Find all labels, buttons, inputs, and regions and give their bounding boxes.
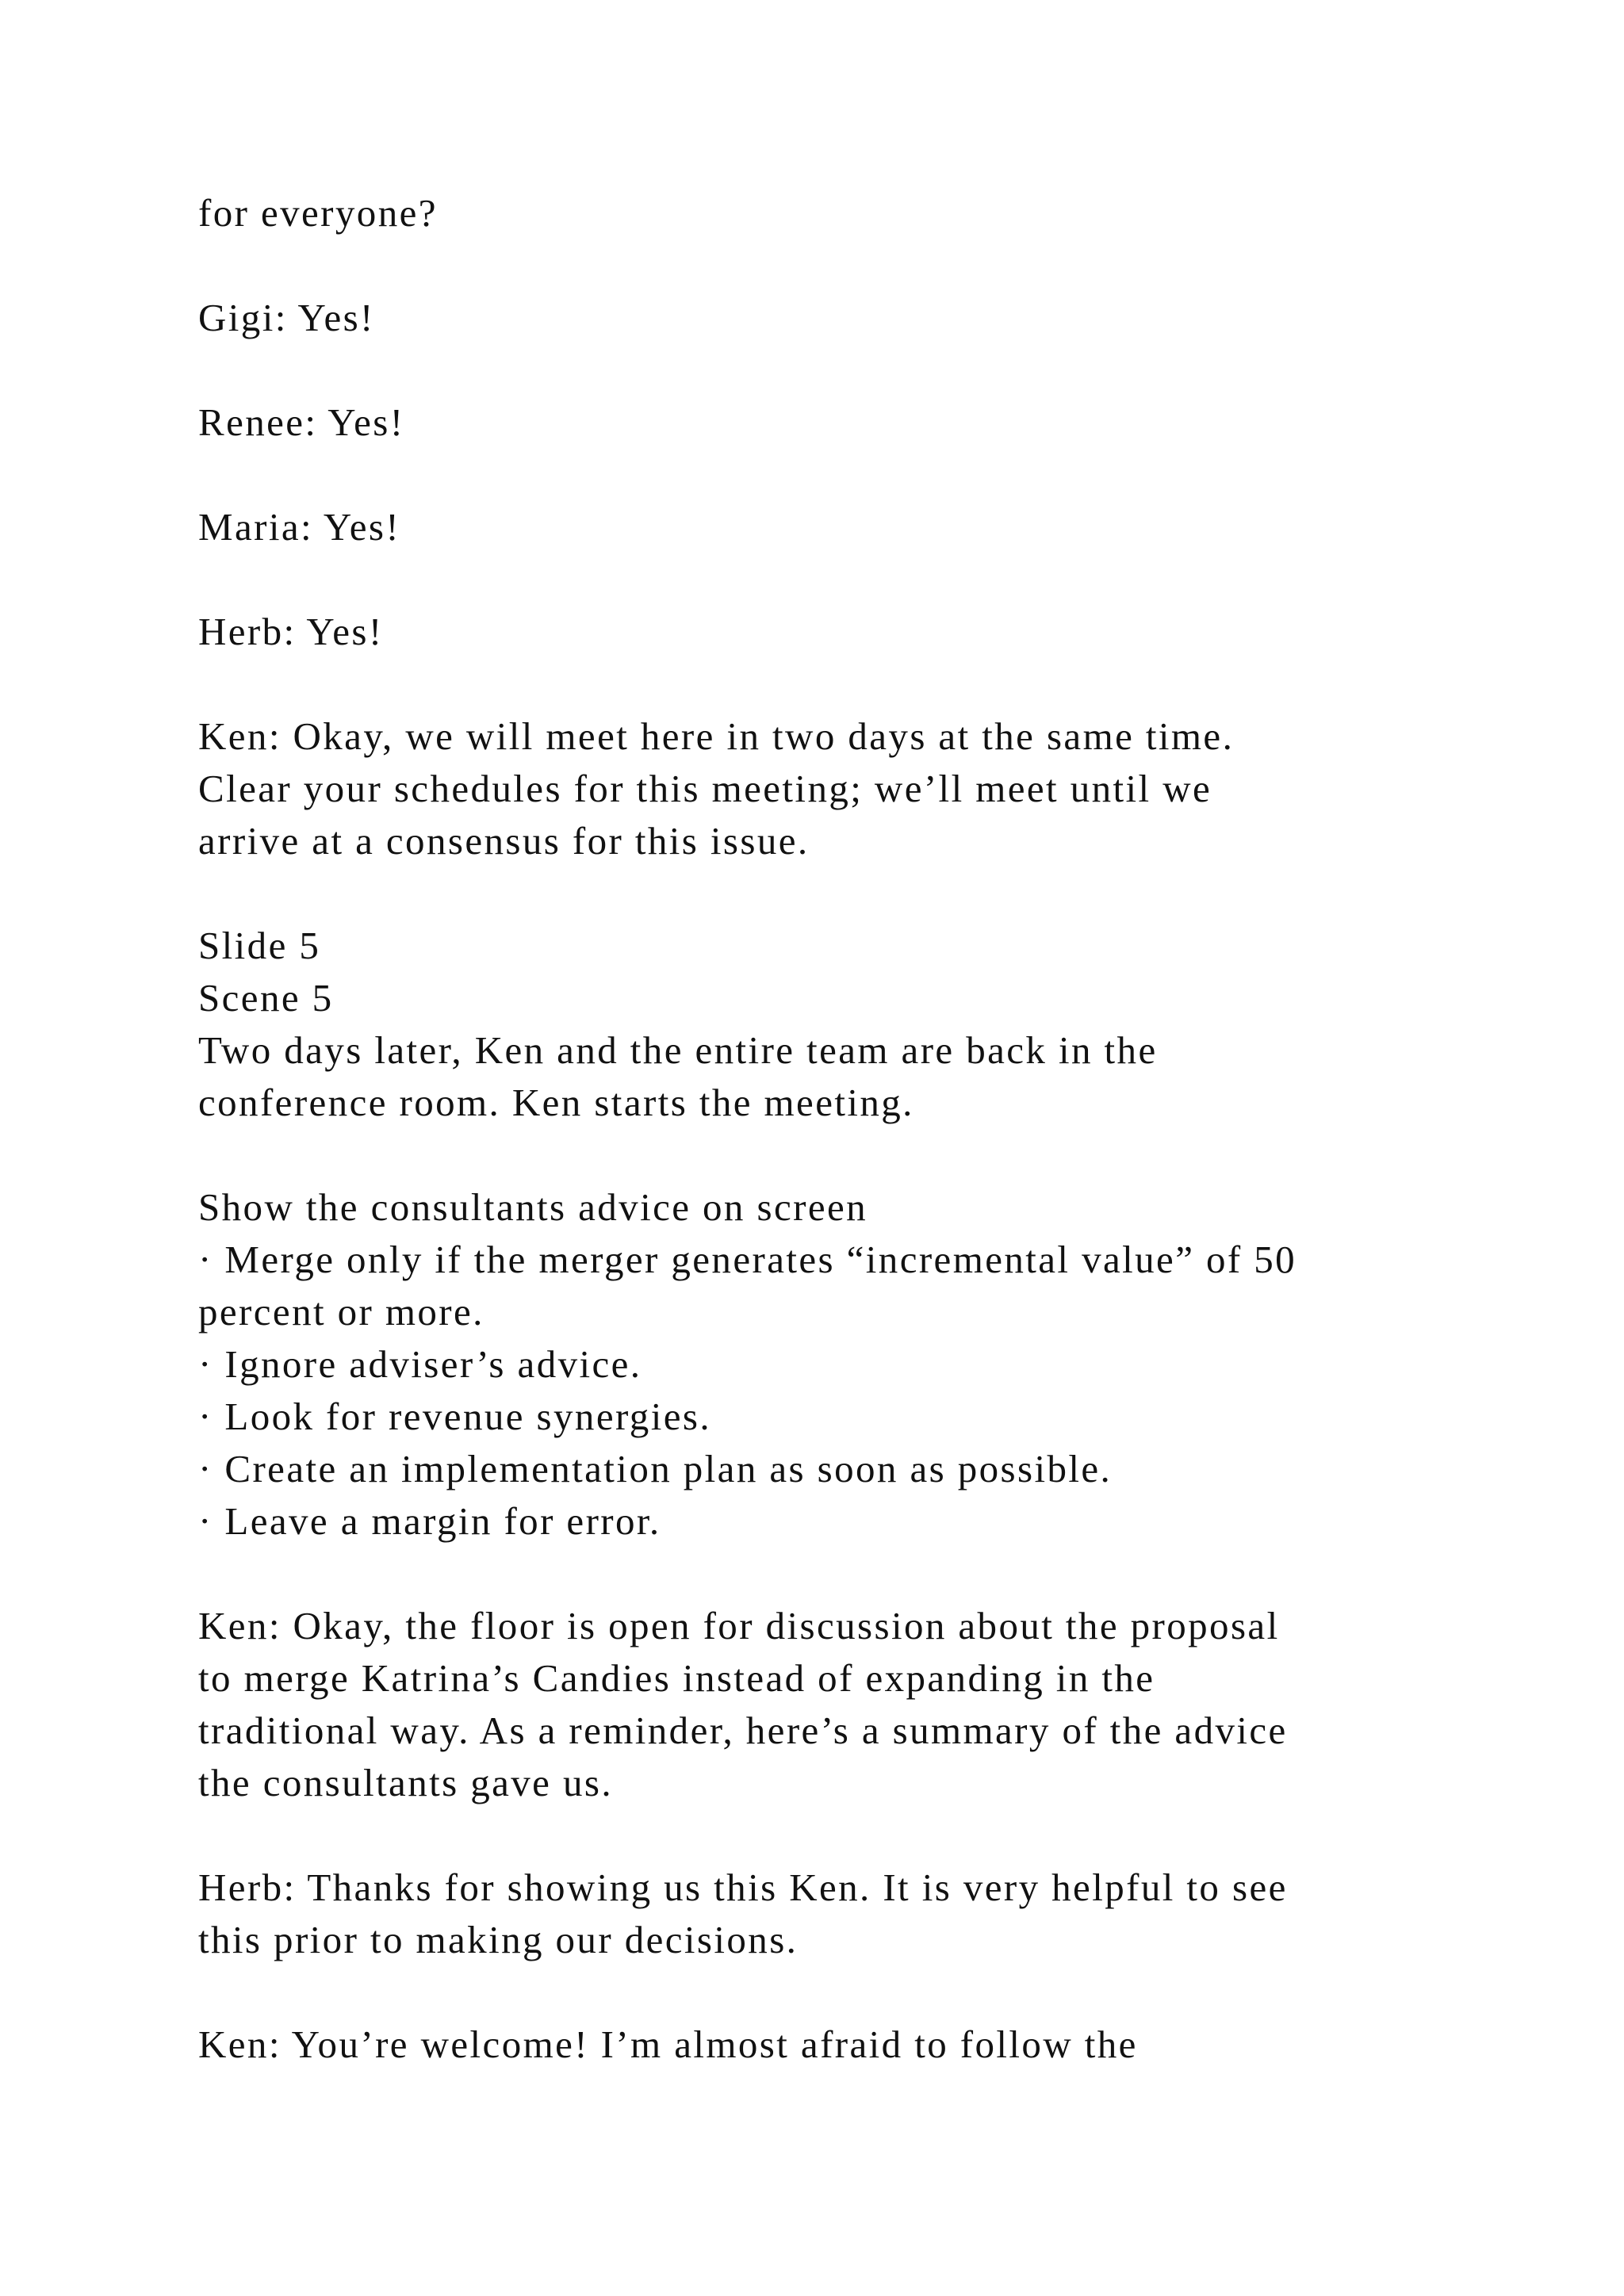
text-line: to merge Katrina’s Candies instead of expanding in the [198,1656,1155,1700]
scene-label: Scene 5 [198,976,334,1020]
paragraph-ken-welcome [198,2019,1467,2071]
list-item: · Leave a margin for error. [198,1499,661,1543]
text-line: Renee: Yes! [198,400,405,444]
text-line: Ken: You’re welcome! I’m almost afraid to follow the [198,2022,1138,2066]
text-line: Herb: Thanks for showing us this Ken. It is very helpful to see [198,1866,1288,1909]
text-line: traditional way. As a reminder, here’s a summary of the advice [198,1709,1288,1752]
paragraph-closing-question [198,187,1467,239]
text-line: Maria: Yes! [198,505,401,549]
slide-label: Slide 5 [198,924,321,967]
paragraph-renee-reply [198,396,1467,449]
paragraph-slide-scene-heading [198,920,1467,1129]
document-body [198,187,1467,2071]
text-line: Ken: Okay, we will meet here in two days at the same time. [198,714,1235,758]
text-line: Two days later, Ken and the entire team are back in the [198,1028,1158,1072]
list-item: · Ignore adviser’s advice. [198,1342,642,1386]
text-line: this prior to making our decisions. [198,1918,799,1961]
list-item-continuation: percent or more. [198,1290,485,1334]
paragraph-maria-reply [198,501,1467,553]
text-line: the consultants gave us. [198,1761,614,1804]
paragraph-consultant-advice-list [198,1181,1467,1548]
text-line: Ken: Okay, the floor is open for discussion about the proposal [198,1604,1280,1647]
text-line: conference room. Ken starts the meeting. [198,1081,914,1124]
paragraph-ken-floor-open [198,1600,1467,1809]
list-item: · Look for revenue synergies. [198,1395,711,1438]
paragraph-herb-thanks [198,1862,1467,1966]
paragraph-gigi-reply [198,292,1467,344]
text-line: arrive at a consensus for this issue. [198,819,810,863]
paragraph-ken-schedule [198,710,1467,867]
list-item: · Merge only if the merger generates “incremental value” of 50 [198,1238,1297,1281]
paragraph-herb-reply [198,606,1467,658]
text-line: Clear your schedules for this meeting; we’ll meet until we [198,767,1212,810]
text-line: Gigi: Yes! [198,296,375,339]
text-line: Herb: Yes! [198,610,384,653]
text-line: for everyone? [198,191,438,235]
list-item: · Create an implementation plan as soon as possible. [198,1447,1113,1490]
list-heading: Show the consultants advice on screen [198,1185,868,1229]
